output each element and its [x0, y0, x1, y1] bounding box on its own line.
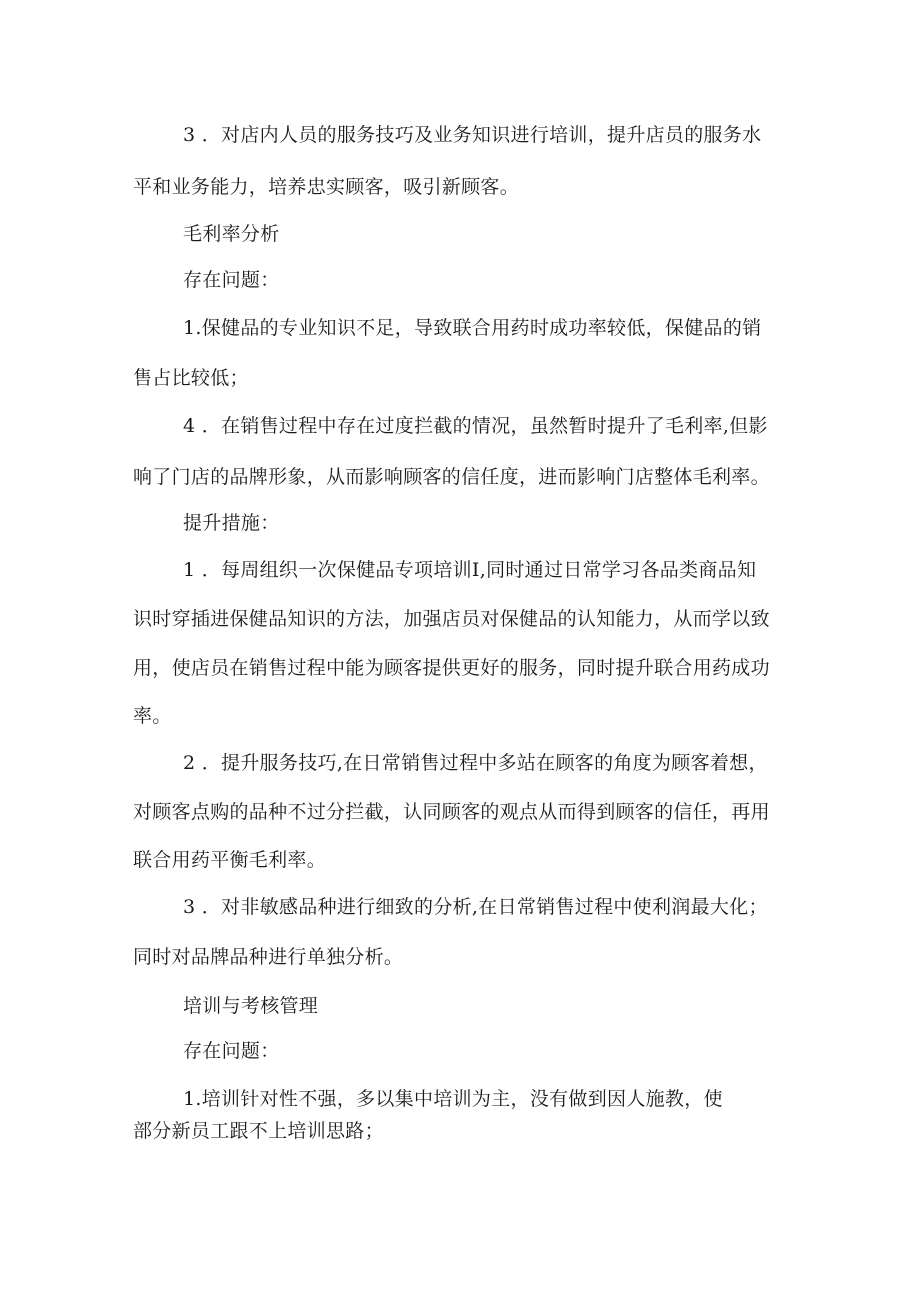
paragraph-line: 率。 [133, 705, 172, 727]
paragraph-line: 1.保健品的专业知识不足，导致联合用药时成功率较低，保健品的销 [183, 317, 762, 339]
section-heading: 培训与考核管理 [183, 995, 319, 1017]
paragraph-line: 对顾客点购的品种不过分拦截，认同顾客的观点从而得到顾客的信任，再用 [133, 801, 770, 823]
paragraph-line: 1.培训针对性不强，多以集中培训为主，没有做到因人施教，使 [183, 1088, 723, 1110]
paragraph-line: 响了门店的品牌形象，从而影响顾客的信任度，进而影响门店整体毛利率。 [133, 466, 770, 488]
paragraph-line: 售占比较低； [133, 367, 249, 389]
paragraph-line: 识时穿插进保健品知识的方法，加强店员对保健品的认知能力，从而学以致 [133, 608, 770, 630]
paragraph-line: 部分新员工跟不上培训思路； [133, 1120, 384, 1142]
paragraph-line: 联合用药平衡毛利率。 [133, 849, 327, 871]
paragraph-line: 4 ．在销售过程中存在过度拦截的情况，虽然暂时提升了毛利率,但影 [183, 415, 768, 437]
paragraph-line: 用，使店员在销售过程中能为顾客提供更好的服务，同时提升联合用药成功 [133, 657, 770, 679]
subheading: 存在问题： [183, 1040, 280, 1062]
paragraph-line: 2 ．提升服务技巧,在日常销售过程中多站在顾客的角度为顾客着想， [183, 752, 768, 774]
paragraph-line: 3 ．对店内人员的服务技巧及业务知识进行培训，提升店员的服务水 [183, 124, 762, 146]
subheading: 存在问题： [183, 269, 280, 291]
subheading: 提升措施： [183, 512, 280, 534]
paragraph-line: 3 ．对非敏感品种进行细致的分析,在日常销售过程中使利润最大化； [183, 896, 768, 918]
paragraph-line: 平和业务能力，培养忠实顾客，吸引新顾客。 [133, 176, 520, 198]
paragraph-line: 1 ．每周组织一次保健品专项培训I,同时通过日常学习各品类商品知 [183, 559, 757, 581]
section-heading: 毛利率分析 [183, 223, 280, 245]
paragraph-line: 同时对品牌品种进行单独分析。 [133, 946, 404, 968]
